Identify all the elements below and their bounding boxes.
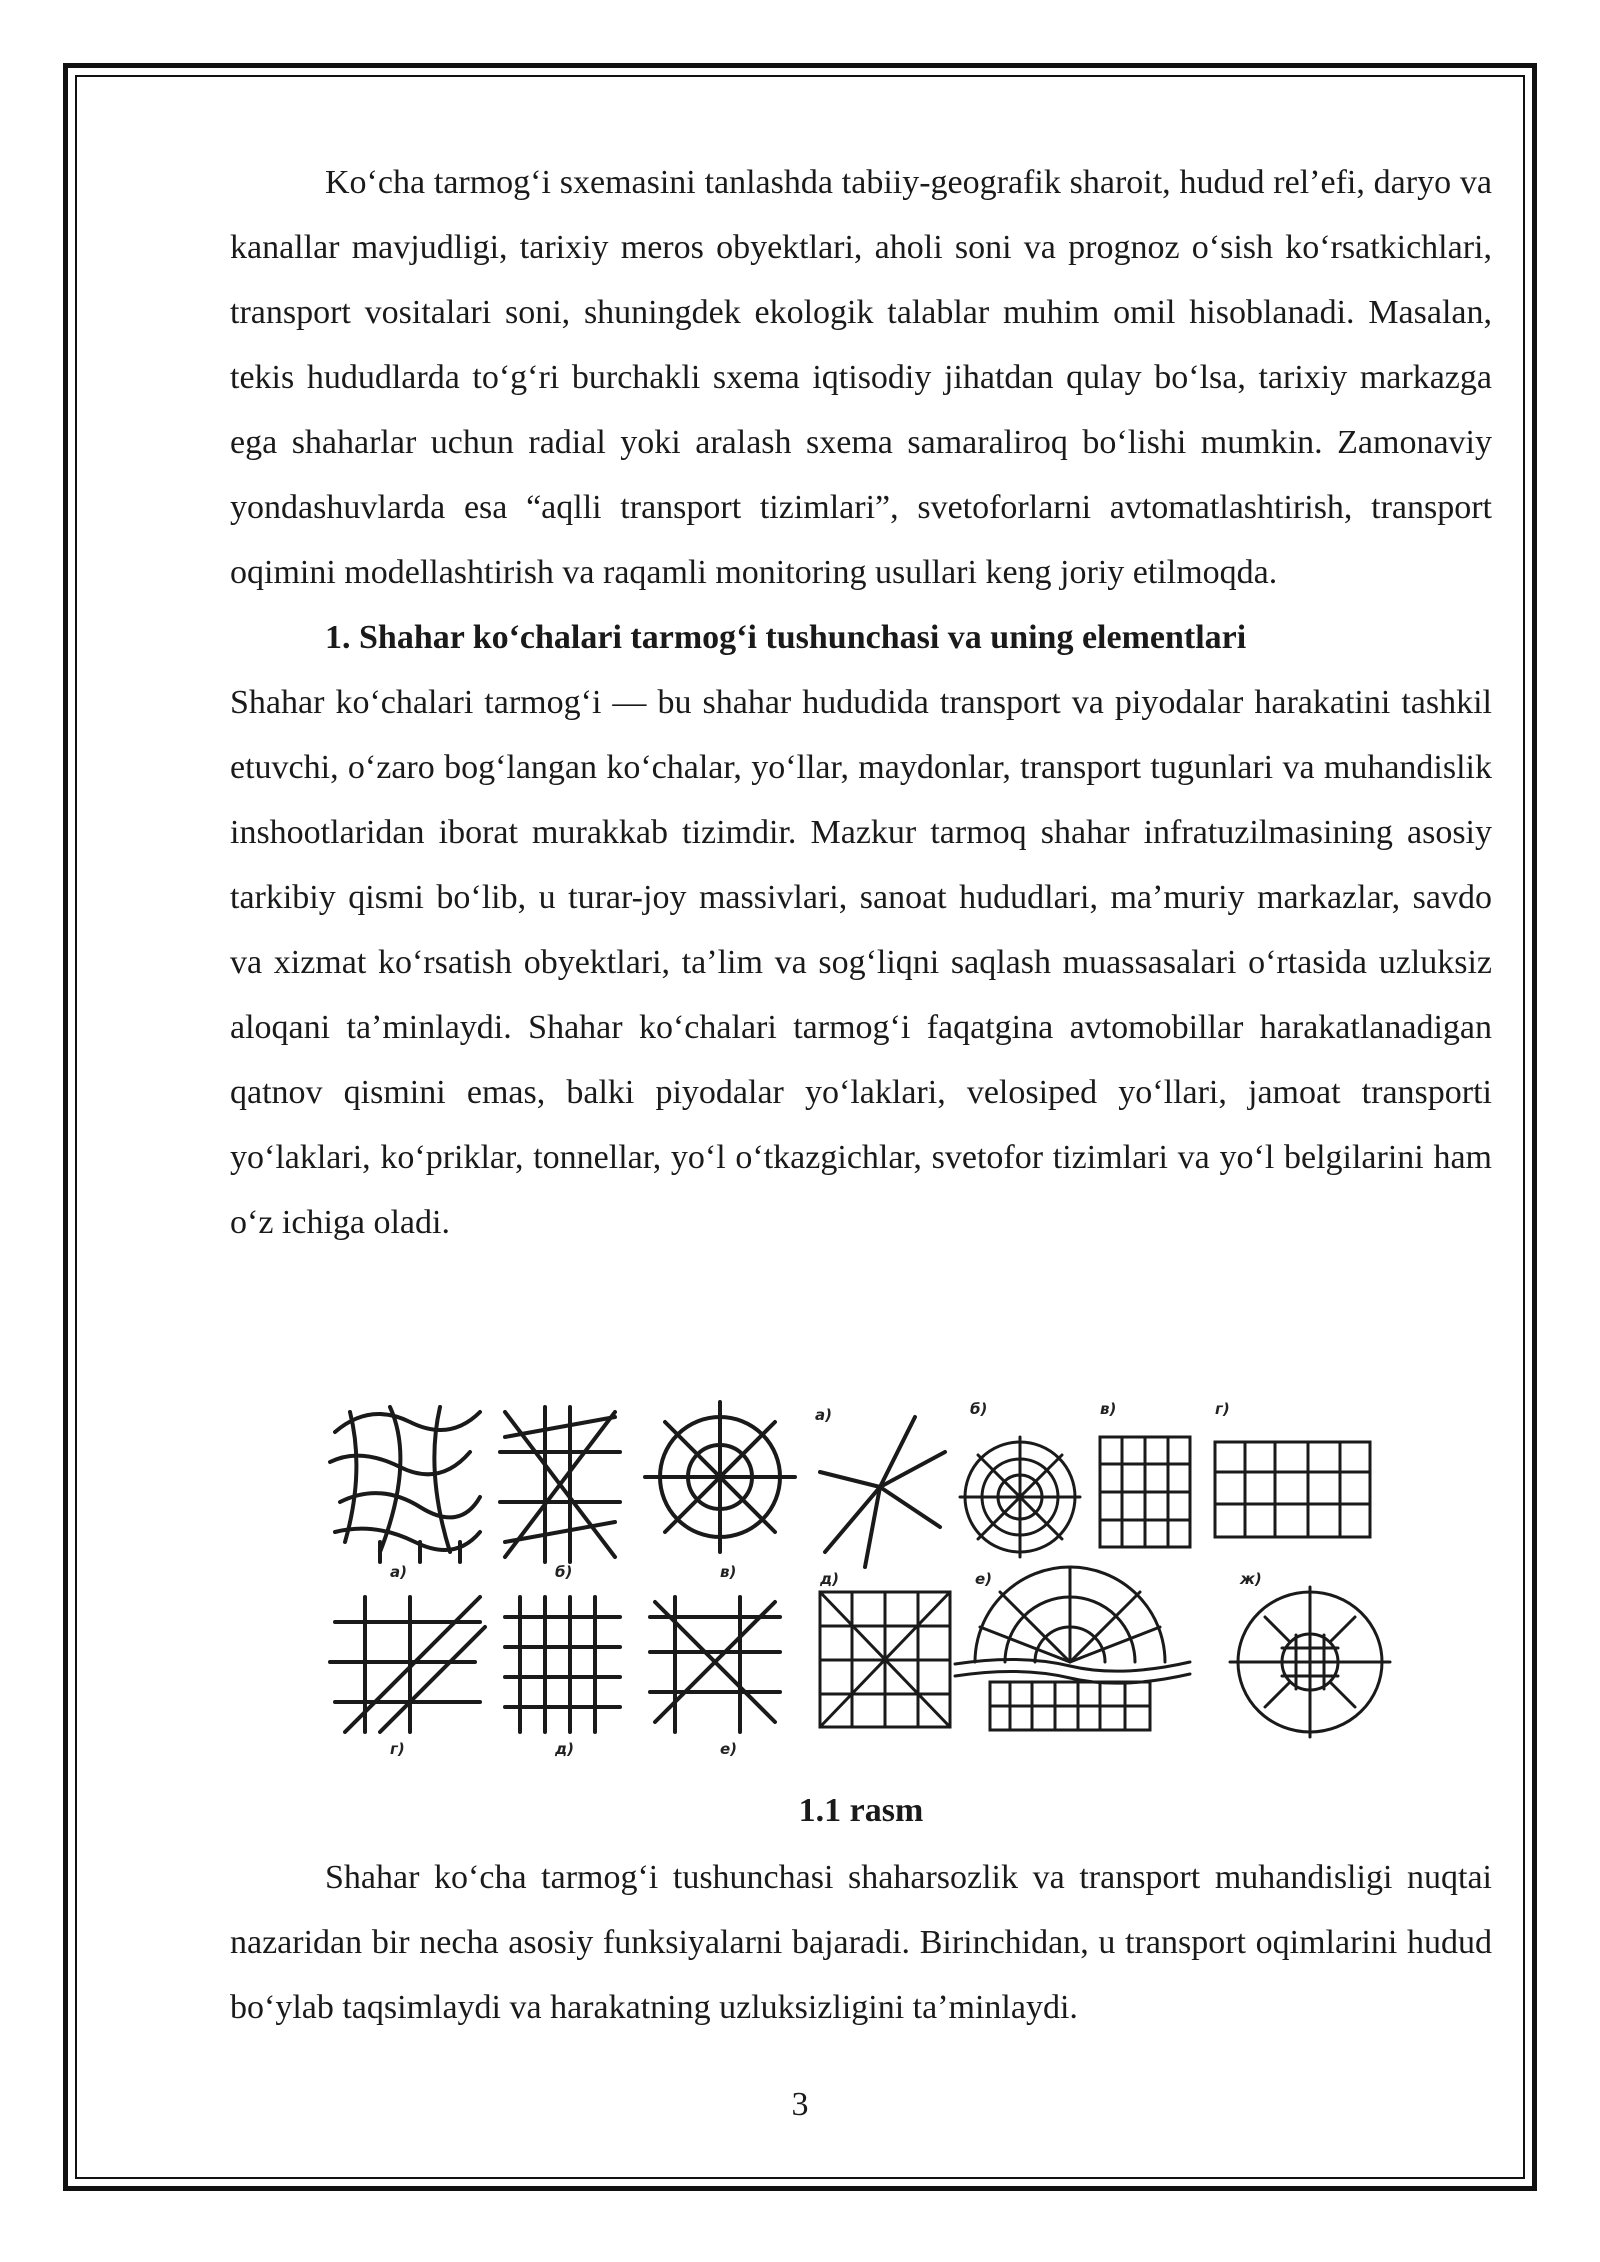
label-left-b: б) xyxy=(555,1563,573,1581)
scheme-rectangular-grid xyxy=(505,1597,620,1732)
bottom-content xyxy=(230,1845,1492,2040)
label-left-f: е) xyxy=(720,1740,738,1758)
figure-caption: 1.1 rasm xyxy=(798,1792,924,1829)
label-right-g: ж) xyxy=(1240,1570,1262,1588)
scheme-radial-web xyxy=(960,1437,1080,1557)
scheme-wide-grid xyxy=(1215,1442,1370,1537)
label-right-a: а) xyxy=(815,1406,832,1424)
label-left-a: а) xyxy=(390,1563,407,1581)
label-left-c: в) xyxy=(720,1563,737,1581)
label-right-b: б) xyxy=(970,1400,988,1418)
street-network-schemes-diagram xyxy=(320,1392,1490,1772)
scheme-radial-star xyxy=(820,1417,945,1567)
definition-paragraph: Shahar koʻchalari tarmogʻi — bu shahar hududida transport va piyodalar harakatini tashkil etuvchi, oʻzaro bogʻlangan koʻchalar, yoʻllar, maydonlar, transport tugunlari va muhandislik inshootlaridan iborat murakkab tizimdir. Mazkur tarmoq shahar infratuzilmasining asosiy tarkibiy qismi boʻlib, u turar-joy massivlari, sanoat hududlari, maʼmuriy markazlar, savdo va xizmat koʻrsatish obyektlari, taʼlim va sogʻliqni saqlash muassasalari oʻrtasida uzluksiz aloqani taʼminlaydi. Shahar koʻchalari tarmogʻi faqatgina avtomobillar harakatlanadigan qatnov qismini emas, balki piyodalar yoʻlaklari, velosiped yoʻllari, jamoat transporti yoʻlaklari, koʻpriklar, tonnellar, yoʻl oʻtkazgichlar, svetofor tizimlari va yoʻl belgilarini ham oʻz ichiga oladi. xyxy=(230,684,1492,1241)
page-content xyxy=(230,150,1492,1255)
scheme-grid-diagonals xyxy=(820,1592,950,1727)
street-network-figure xyxy=(320,1392,1490,1772)
scheme-rectangular-diagonal xyxy=(650,1597,780,1732)
scheme-ring-central-grid xyxy=(1230,1587,1390,1737)
label-left-e: д) xyxy=(555,1740,574,1758)
scheme-semicircle-river xyxy=(955,1567,1190,1730)
scheme-square-grid xyxy=(1100,1437,1190,1547)
scheme-oblique-grid xyxy=(330,1597,485,1732)
label-right-c: в) xyxy=(1100,1400,1117,1418)
label-right-f: е) xyxy=(975,1570,993,1588)
label-left-d: г) xyxy=(390,1740,405,1758)
label-right-e: д) xyxy=(820,1570,839,1588)
page-number: 3 xyxy=(791,2086,809,2123)
functions-paragraph: Shahar koʻcha tarmogʻi tushunchasi shaharsozlik va transport muhandisligi nuqtai nazaridan bir necha asosiy funksiyalarni bajaradi. Birinchidan, u transport oqimlarini hudud boʻylab taqsimlaydi va harakatning uzluksizligini taʼminlaydi. xyxy=(230,1859,1492,2026)
intro-paragraph: Koʻcha tarmogʻi sxemasini tanlashda tabiiy-geografik sharoit, hudud relʼefi, daryo va kanallar mavjudligi, tarixiy meros obyektlari, aholi soni va prognoz oʻsish koʻrsatkichlari, transport vositalari soni, shuningdek ekologik talablar muhim omil hisoblanadi. Masalan, tekis hududlarda toʻgʻri burchakli sxema iqtisodiy jihatdan qulay boʻlsa, tarixiy markazga ega shaharlar uchun radial yoki aralash sxema samaraliroq boʻlishi mumkin. Zamonaviy yondashuvlarda esa “aqlli transport tizimlari”, svetoforlarni avtomatlashtirish, transport oqimini modellashtirish va raqamli monitoring usullari keng joriy etilmoqda. xyxy=(230,164,1492,591)
section-heading: 1. Shahar koʻchalari tarmogʻi tushunchasi va uning elementlari xyxy=(325,619,1247,656)
scheme-free-irregular xyxy=(330,1407,480,1562)
scheme-mesh xyxy=(500,1407,620,1562)
label-right-d: г) xyxy=(1215,1400,1230,1418)
scheme-radial-ring xyxy=(645,1402,795,1552)
